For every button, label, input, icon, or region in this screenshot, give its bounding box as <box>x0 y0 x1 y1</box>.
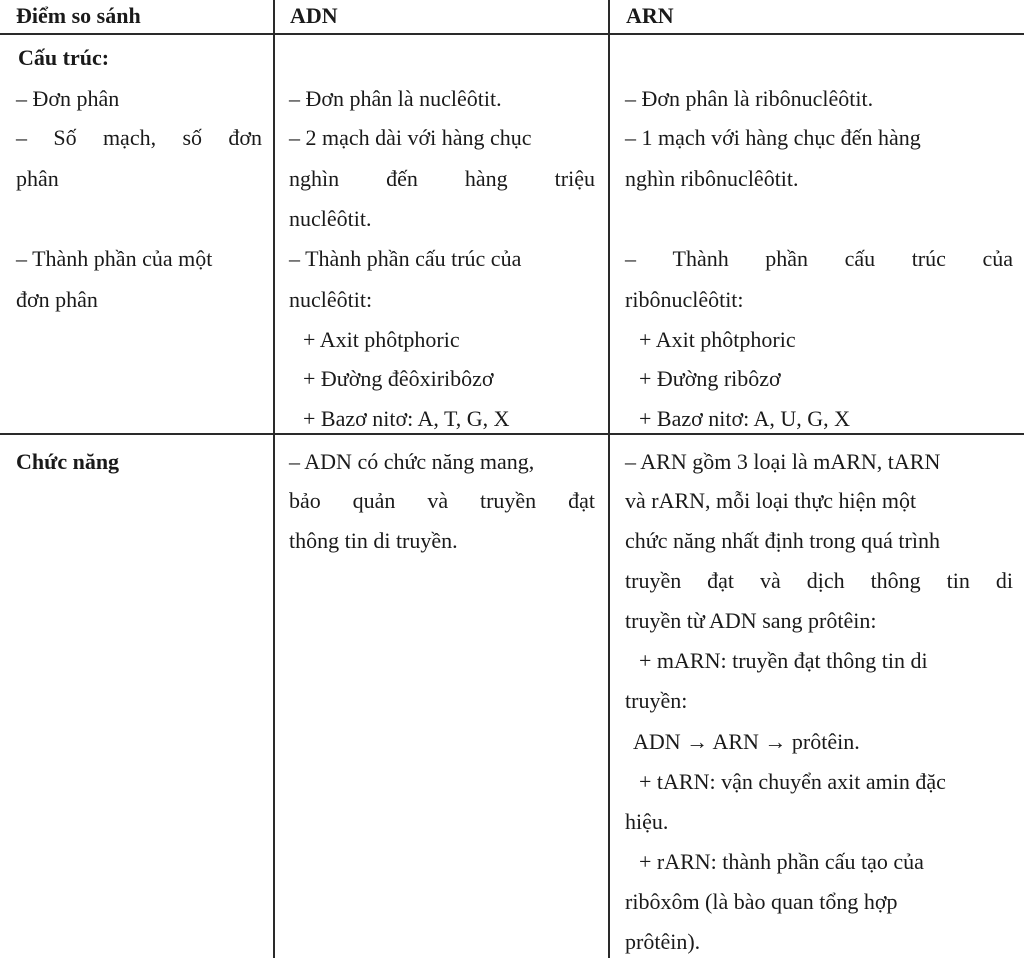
arn-function-line: + tARN: vận chuyển axit amin đặc <box>639 769 946 794</box>
word: – <box>16 125 27 150</box>
arn-function-line: hiệu. <box>625 809 669 834</box>
adn-structure-line: + Bazơ nitơ: A, T, G, X <box>303 406 510 431</box>
word: Số <box>53 125 77 150</box>
word: cấu <box>844 246 876 271</box>
adn-structure-line: + Axit phôtphoric <box>303 327 460 352</box>
criteria-line <box>16 127 262 149</box>
adn-function-line <box>289 490 595 512</box>
arn-function-line: truyền từ ADN sang prôtêin: <box>625 608 877 633</box>
structure-heading: Cấu trúc: <box>18 45 110 70</box>
word: truyền <box>479 488 537 513</box>
arn-function-line: ribôxôm (là bào quan tổng hợp <box>625 889 898 914</box>
adn-function-line: thông tin di truyền. <box>289 528 458 553</box>
adn-structure-line <box>289 168 595 190</box>
word: mạch, <box>102 125 157 150</box>
arn-function-line: + mARN: truyền đạt thông tin di <box>639 648 928 673</box>
adn-structure-line: – Đơn phân là nuclêôtit. <box>289 86 502 111</box>
word: của <box>982 246 1013 271</box>
arn-structure-line: – 1 mạch với hàng chục đến hàng <box>625 125 921 150</box>
word: đạt <box>568 488 595 513</box>
criteria-line: – Đơn phân <box>16 86 120 111</box>
header-arn: ARN <box>626 3 674 28</box>
word: phần <box>765 246 809 271</box>
arn-structure-line: ribônuclêôtit: <box>625 287 744 312</box>
arn-structure-line: + Bazơ nitơ: A, U, G, X <box>639 406 851 431</box>
arn-structure-line: nghìn ribônuclêôtit. <box>625 166 799 191</box>
arn-structure-line <box>625 248 1013 270</box>
row-divider-header <box>0 33 1024 35</box>
function-heading: Chức năng <box>16 449 120 474</box>
word: và <box>760 568 781 593</box>
arn-function-line: truyền: <box>625 688 688 713</box>
row-divider-structure <box>0 433 1024 435</box>
word: tin <box>946 568 970 593</box>
column-divider-2 <box>608 0 610 958</box>
adn-structure-line: – 2 mạch dài với hàng chục <box>289 125 532 150</box>
arn-function-line: + rARN: thành phần cấu tạo của <box>639 849 924 874</box>
adn-structure-line: – Thành phần cấu trúc của <box>289 246 522 271</box>
word: số <box>182 125 202 150</box>
header-adn: ADN <box>290 3 338 28</box>
word: đơn <box>228 125 262 150</box>
word: trúc <box>911 246 946 271</box>
criteria-line: đơn phân <box>16 287 98 312</box>
header-compare: Điểm so sánh <box>16 3 141 28</box>
adn-structure-line: nuclêôtit. <box>289 206 372 231</box>
word: quản <box>352 488 396 513</box>
arn-structure-line: + Axit phôtphoric <box>639 327 796 352</box>
arn-function-line: – ARN gồm 3 loại là mARN, tARN <box>625 449 941 474</box>
word: di <box>995 568 1013 593</box>
word: thông <box>870 568 921 593</box>
word: – <box>625 246 636 271</box>
word: bảo <box>289 488 321 513</box>
arn-structure-line: + Đường ribôzơ <box>639 366 781 391</box>
adn-function-line: – ADN có chức năng mang, <box>289 449 535 474</box>
word: hàng <box>464 166 508 191</box>
criteria-line: – Thành phần của một <box>16 246 213 271</box>
arn-function-line: chức năng nhất định trong quá trình <box>625 528 940 553</box>
word: nghìn <box>289 166 340 191</box>
word: truyền <box>625 568 682 593</box>
word: và <box>427 488 449 513</box>
arn-structure-line: – Đơn phân là ribônuclêôtit. <box>625 86 874 111</box>
arn-function-line <box>625 570 1013 592</box>
word: Thành <box>672 246 729 271</box>
word: triệu <box>554 166 595 191</box>
arn-function-line: prôtêin). <box>625 929 701 954</box>
adn-structure-line: + Đường đêôxiribôzơ <box>303 366 494 391</box>
criteria-line: phân <box>16 166 59 191</box>
arn-function-line: ADN → ARN → prôtêin. <box>633 729 860 754</box>
word: đến <box>386 166 418 191</box>
word: đạt <box>707 568 735 593</box>
word: dịch <box>806 568 845 593</box>
arn-function-line: và rARN, mỗi loại thực hiện một <box>625 488 917 513</box>
adn-structure-line: nuclêôtit: <box>289 287 373 312</box>
column-divider-1 <box>273 0 275 958</box>
